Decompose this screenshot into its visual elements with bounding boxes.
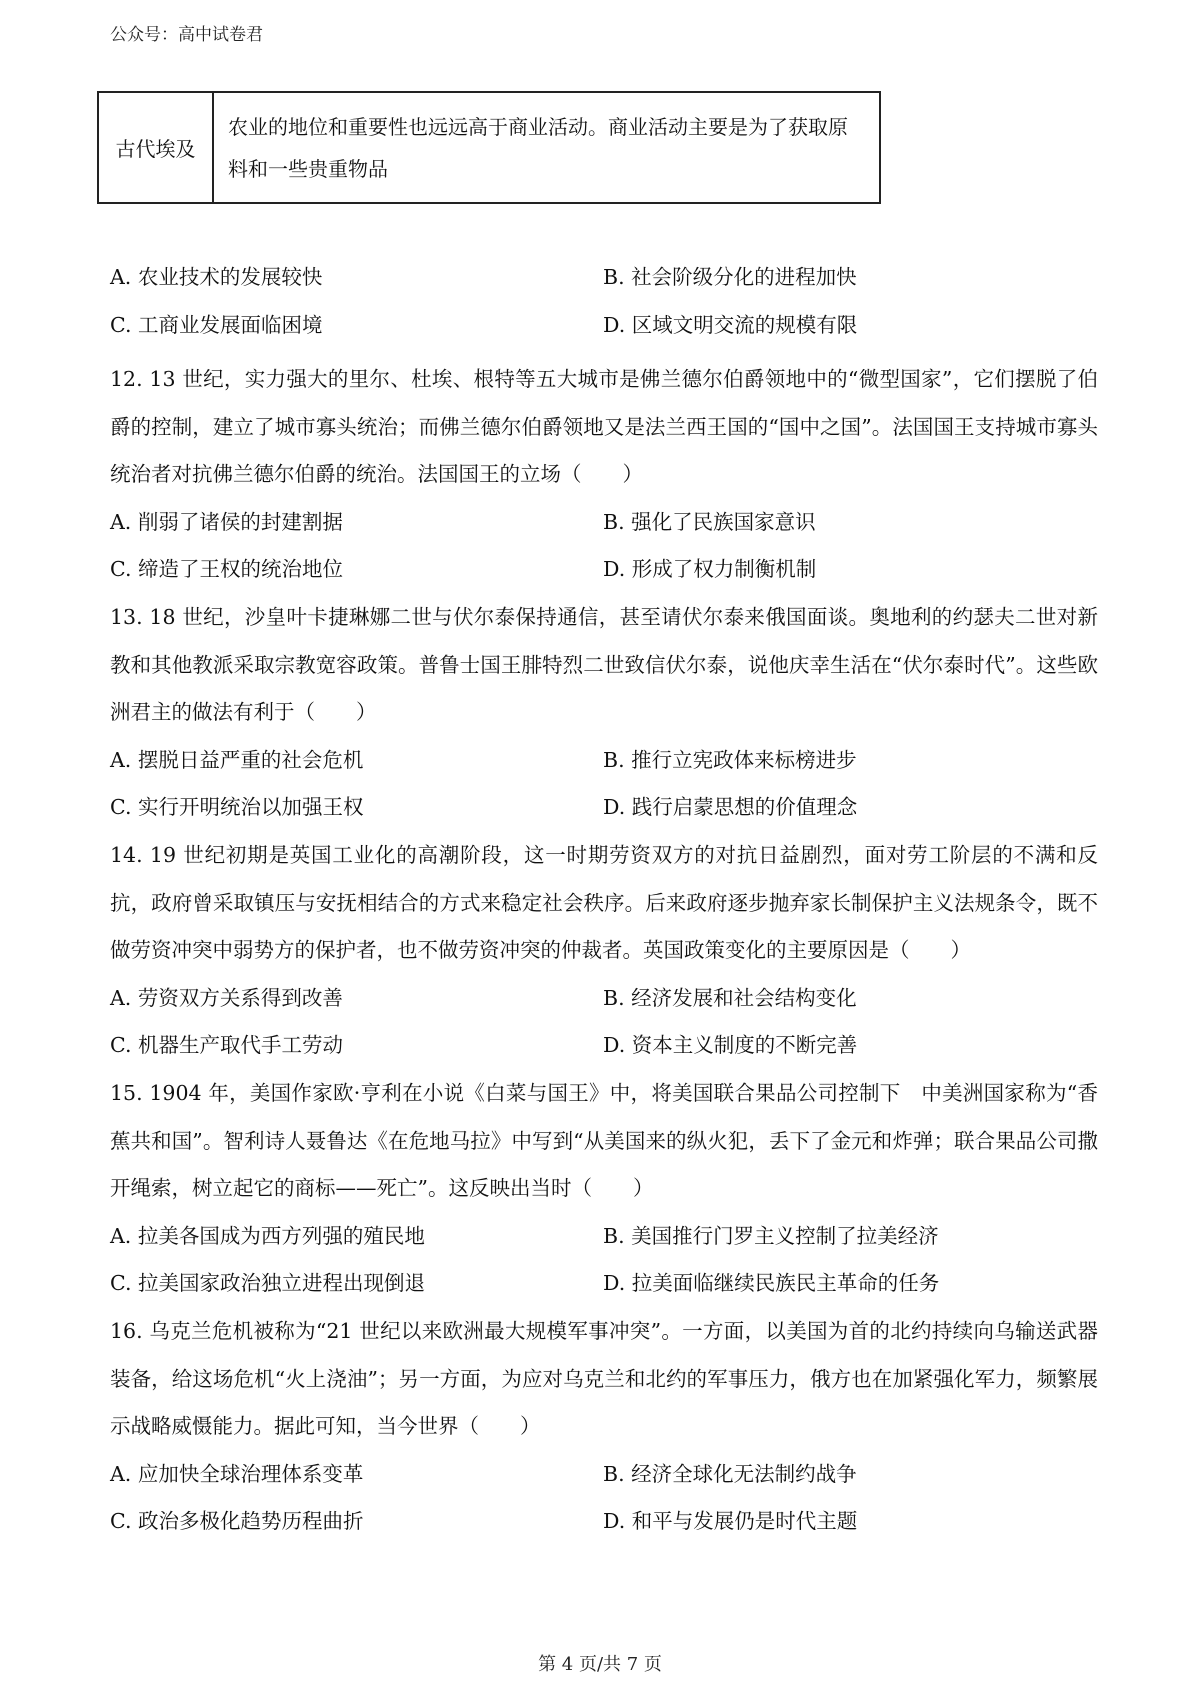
question-stem: 14. 19 世纪初期是英国工业化的高潮阶段，这一时期劳资双方的对抗日益剧烈，面对劳工阶层的不满和反抗，政府曾采取镇压与安抚相结合的方式来稳定社会秩序。后来政府逐步抛弃家长制保护主义法规条令，既不做劳资冲突中弱势方的保护者，也不做劳资冲突的仲裁者。英国政策变化的主要原因是（ ）	[110, 843, 1098, 962]
question-11-options-block	[110, 254, 1098, 349]
question-14	[110, 832, 1098, 1070]
option-d[interactable]: D. 践行启蒙思想的价值理念	[603, 795, 858, 819]
question-stem: 16. 乌克兰危机被称为“21 世纪以来欧洲最大规模军事冲突”。一方面，以美国为首的北约持续向乌输送武器装备，给这场危机“火上浇油”；另一方面，为应对乌克兰和北约的军事压力，俄方也在加紧强化军力，频繁展示战略威慑能力。据此可知，当今世界（ ）	[110, 1319, 1098, 1438]
option-d[interactable]: D. 区域文明交流的规模有限	[603, 312, 858, 337]
material-table	[97, 91, 881, 204]
option-c[interactable]: C. 政治多极化趋势历程曲折	[110, 1509, 364, 1533]
page-number: 第 4 页/共 7 页	[538, 1654, 662, 1675]
table-region-cell: 古代埃及	[98, 92, 213, 203]
option-c[interactable]: C. 工商业发展面临困境	[110, 312, 323, 337]
option-b[interactable]: B. 经济发展和社会结构变化	[603, 985, 857, 1010]
question-stem: 15. 1904 年，美国作家欧·亨利在小说《白菜与国王》中，将美国联合果品公司控制下 中美洲国家称为“香蕉共和国”。智利诗人聂鲁达《在危地马拉》中写到“从美国来的纵火犯，丢下了金元和炸弹；联合果品公司撒开绳索，树立起它的商标——死亡”。这反映出当时（ ）	[110, 1081, 1098, 1200]
option-c[interactable]: C. 缔造了王权的统治地位	[110, 557, 343, 581]
option-b[interactable]: B. 强化了民族国家意识	[603, 509, 816, 534]
table-description-cell: 农业的地位和重要性也远远高于商业活动。商业活动主要是为了获取原料和一些贵重物品	[213, 92, 880, 203]
question-stem: 13. 18 世纪，沙皇叶卡捷琳娜二世与伏尔泰保持通信，甚至请伏尔泰来俄国面谈。奥地利的约瑟夫二世对新教和其他教派采取宗教宽容政策。普鲁士国王腓特烈二世致信伏尔泰，说他庆幸生活在“伏尔泰时代”。这些欧洲君主的做法有利于（ ）	[110, 605, 1098, 724]
question-15	[110, 1070, 1098, 1308]
option-a[interactable]: A. 劳资双方关系得到改善	[110, 985, 343, 1010]
option-d[interactable]: D. 和平与发展仍是时代主题	[603, 1509, 858, 1533]
question-13	[110, 594, 1098, 832]
option-a[interactable]: A. 农业技术的发展较快	[110, 265, 323, 289]
option-a[interactable]: A. 削弱了诸侯的封建割据	[110, 509, 343, 534]
question-16	[110, 1308, 1098, 1546]
option-d[interactable]: D. 形成了权力制衡机制	[603, 557, 817, 581]
option-d[interactable]: D. 资本主义制度的不断完善	[603, 1033, 858, 1057]
option-d[interactable]: D. 拉美面临继续民族民主革命的任务	[603, 1271, 940, 1295]
option-b[interactable]: B. 社会阶级分化的进程加快	[603, 265, 857, 289]
option-a[interactable]: A. 摆脱日益严重的社会危机	[110, 747, 364, 772]
option-b[interactable]: B. 美国推行门罗主义控制了拉美经济	[603, 1223, 939, 1248]
source-header: 公众号：高中试卷君	[110, 25, 263, 45]
option-a[interactable]: A. 拉美各国成为西方列强的殖民地	[110, 1223, 425, 1248]
option-c[interactable]: C. 实行开明统治以加强王权	[110, 795, 364, 819]
question-12	[110, 356, 1098, 594]
option-b[interactable]: B. 推行立宪政体来标榜进步	[603, 747, 857, 772]
option-c[interactable]: C. 拉美国家政治独立进程出现倒退	[110, 1271, 425, 1295]
option-a[interactable]: A. 应加快全球治理体系变革	[110, 1461, 364, 1486]
question-stem: 12. 13 世纪，实力强大的里尔、杜埃、根特等五大城市是佛兰德尔伯爵领地中的“微型国家”，它们摆脱了伯爵的控制，建立了城市寡头统治；而佛兰德尔伯爵领地又是法兰西王国的“国中之国”。法国国王支持城市寡头统治者对抗佛兰德尔伯爵的统治。法国国王的立场（ ）	[110, 367, 1098, 486]
option-c[interactable]: C. 机器生产取代手工劳动	[110, 1033, 343, 1057]
option-b[interactable]: B. 经济全球化无法制约战争	[603, 1461, 857, 1486]
